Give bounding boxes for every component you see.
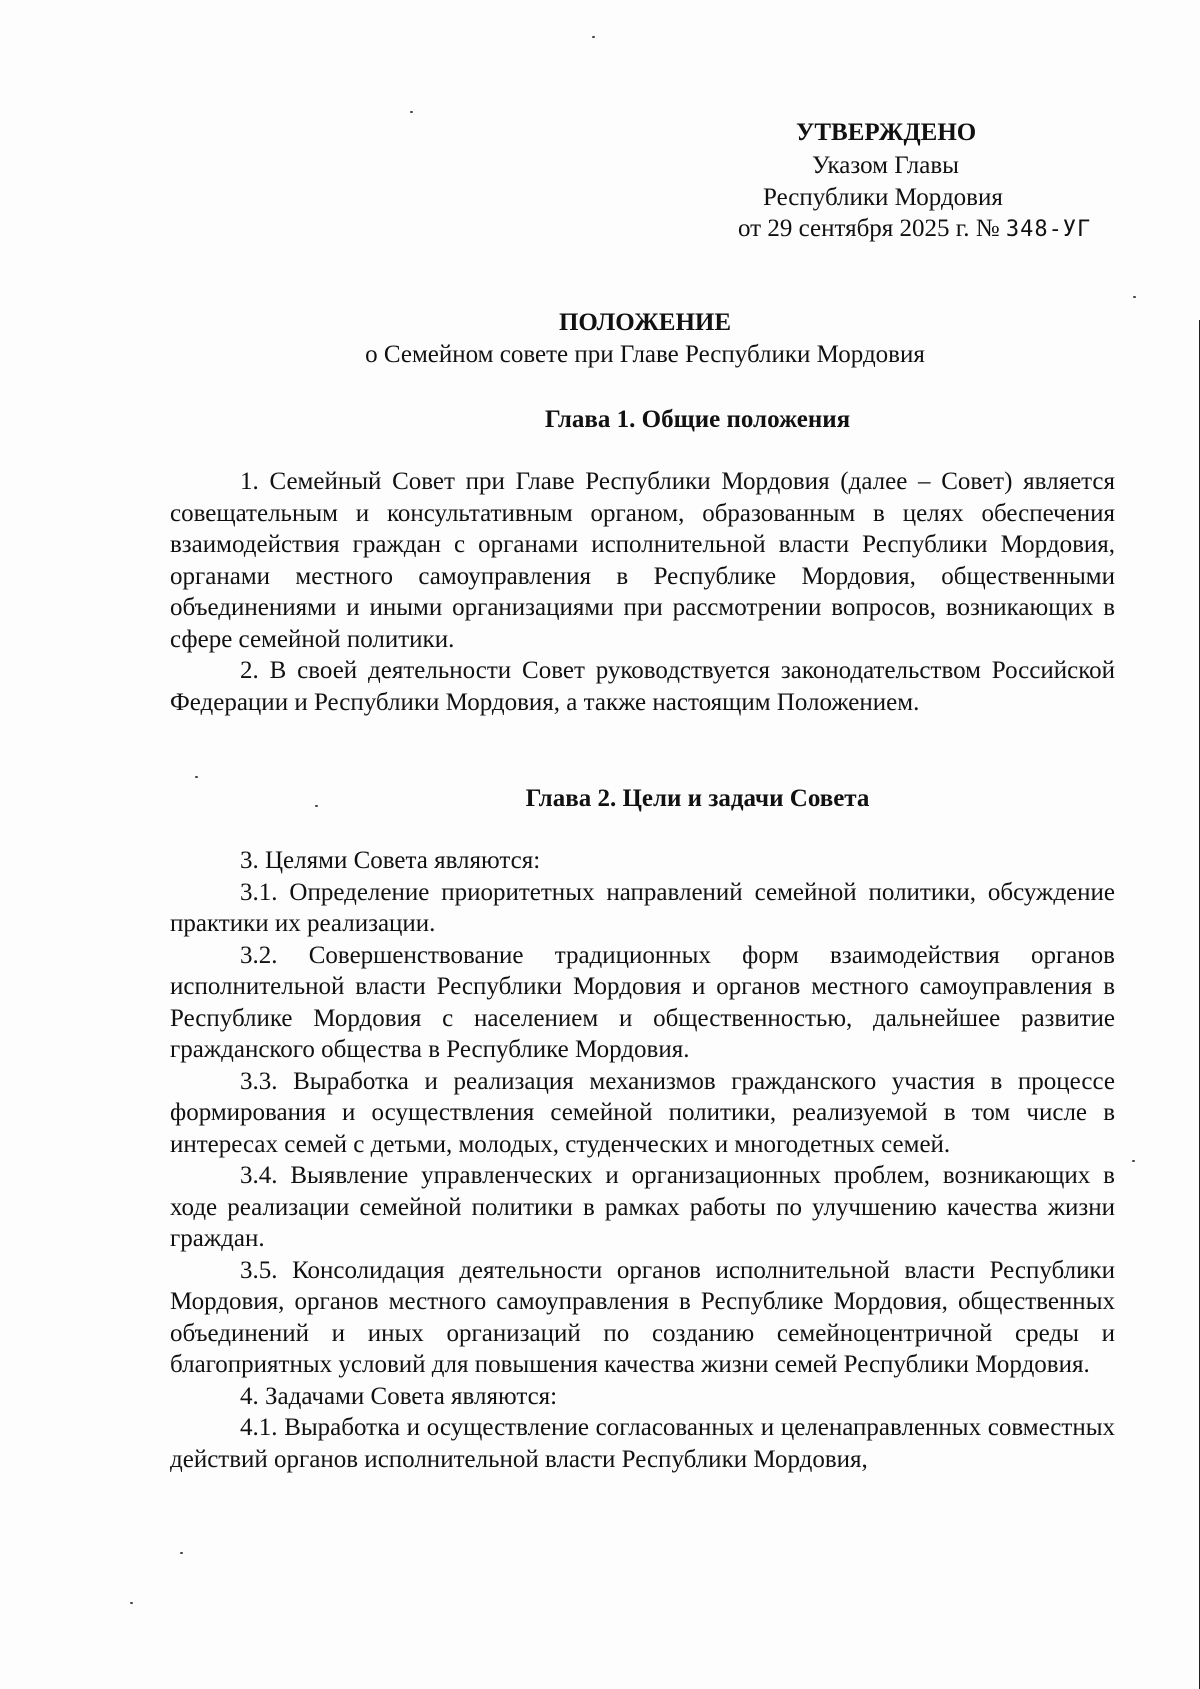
document-subtitle: о Семейном совете при Главе Республики Мордовия	[365, 341, 925, 368]
chapter-2-heading: Глава 2. Цели и задачи Совета	[525, 785, 870, 812]
paragraph-3-5: 3.5. Консолидация деятельности органов исполнительной власти Республики Мордовия, органов местного самоуправления в Республике Мордовия, общественных объединений и иных организаций по созданию семейноцентричной среды и благоприятных условий для повышения качества жизни семей Республики Мордовия.	[170, 1256, 1115, 1378]
approval-region-line: Республики Мордовия	[763, 184, 1003, 211]
scan-speck	[130, 1602, 133, 1604]
paragraph-3: 3. Целями Совета являются:	[240, 847, 541, 874]
paragraph-3-3: 3.3. Выработка и реализация механизмов гражданского участия в процессе формирования и осуществления семейной политики, реализуемой в том числе в интересах семей с детьми, молодых, студенческих и многодетных семей.	[170, 1067, 1115, 1158]
paragraph-1: 1. Семейный Совет при Главе Республики Мордовия (далее – Совет) является совещательным и консультативным органом, образованным в целях обеспечения взаимодействия граждан с органами исполнительной власти Республики Мордовия, органами местного самоуправления в Республике Мордовия, общественными объединениями и иными организациями при рассмотрении вопросов, возникающих в сфере семейной политики.	[170, 468, 1115, 653]
paragraph-3-2: 3.2. Совершенствование традиционных форм взаимодействия органов исполнительной власти Республики Мордовия и органов местного самоуправления в Республике Мордовия с населением и общественностью, дальнейшее развитие гражданского общества в Республике Мордовия.	[170, 941, 1115, 1063]
scan-speck	[592, 36, 595, 38]
chapter-1-body	[170, 466, 1115, 718]
scan-speck	[180, 1552, 183, 1554]
approval-title: УТВЕРЖДЕНО	[796, 119, 977, 146]
approval-decree-number: 348-УГ	[1005, 217, 1092, 242]
paragraph-3-1: 3.1. Определение приоритетных направлений семейной политики, обсуждение практики их реализации.	[170, 878, 1115, 937]
chapter-1-heading: Глава 1. Общие положения	[544, 406, 851, 433]
paragraph-2: 2. В своей деятельности Совет руководствуется законодательством Российской Федерации и Республики Мордовия, а также настоящим Положением.	[170, 657, 1115, 716]
paragraph-4-1: 4.1. Выработка и осуществление согласованных и целенаправленных совместных действий органов исполнительной власти Республики Мордовия,	[170, 1414, 1115, 1473]
approval-date-text: от 29 сентября 2025 г. №	[738, 215, 1006, 242]
scan-speck	[315, 805, 318, 807]
document-title: ПОЛОЖЕНИЕ	[558, 309, 732, 336]
scan-speck	[195, 776, 198, 778]
paragraph-3-4: 3.4. Выявление управленческих и организационных проблем, возникающих в ходе реализации семейной политики в рамках работы по улучшению качества жизни граждан.	[170, 1162, 1115, 1252]
scan-speck	[1132, 1160, 1135, 1162]
paragraph-4: 4. Задачами Совета являются:	[240, 1382, 558, 1410]
chapter-2-body	[170, 845, 1115, 1475]
scan-speck	[1133, 296, 1136, 298]
scan-speck	[410, 111, 413, 113]
approval-issuer-line: Указом Главы	[812, 152, 959, 179]
approval-date-line	[738, 214, 1091, 245]
